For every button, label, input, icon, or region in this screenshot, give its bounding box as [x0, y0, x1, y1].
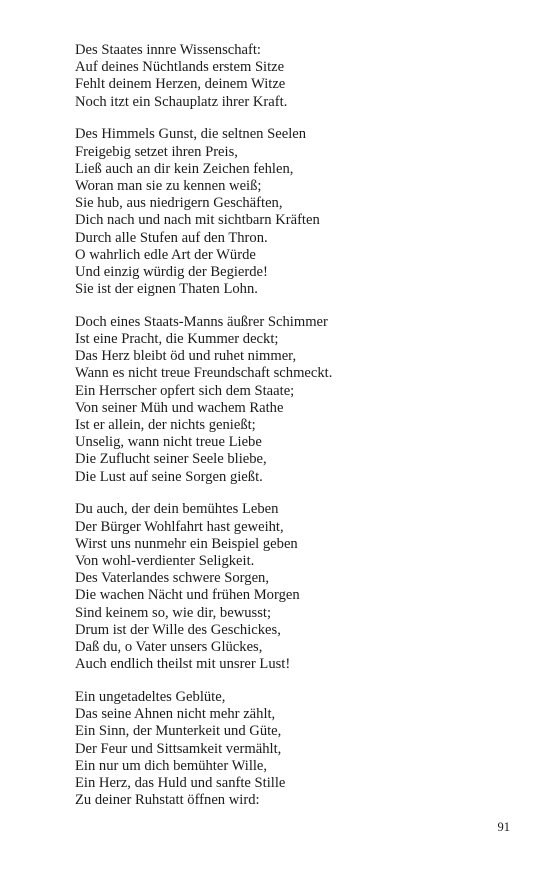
verse-line: Von seiner Müh und wachem Rathe [75, 399, 284, 416]
verse-line: Der Feur und Sittsamkeit vermählt, [75, 740, 282, 757]
verse-line: Der Bürger Wohlfahrt hast geweiht, [75, 518, 284, 535]
verse-line: Ließ auch an dir kein Zeichen fehlen, [75, 160, 294, 177]
stanza-3 [75, 314, 515, 486]
verse-line: Das seine Ahnen nicht mehr zählt, [75, 706, 276, 723]
verse-line: Wirst uns nunmehr ein Beispiel geben [75, 535, 298, 552]
verse-line: Wann es nicht treue Freundschaft schmeckt. [75, 365, 333, 382]
verse-line: Ein nur um dich bemühter Wille, [75, 757, 268, 774]
verse-line: Unselig, wann nicht treue Liebe [75, 434, 262, 451]
verse-line: Du auch, der dein bemühtes Leben [75, 501, 279, 518]
verse-line: Die wachen Nächt und frühen Morgen [75, 587, 300, 604]
verse-line: Ein Herz, das Huld und sanfte Stille [75, 774, 286, 791]
stanza-4 [75, 501, 515, 673]
verse-line: Ist er allein, der nichts genießt; [75, 417, 256, 434]
verse-line: Sie ist der eignen Thaten Lohn. [75, 281, 258, 298]
verse-line: Ist eine Pracht, die Kummer deckt; [75, 331, 279, 348]
verse-line: Drum ist der Wille des Geschickes, [75, 621, 281, 638]
verse-line: Sind keinem so, wie dir, bewusst; [75, 604, 272, 621]
verse-line: Woran man sie zu kennen weiß; [75, 177, 262, 194]
verse-line: Des Staates innre Wissenschaft: [75, 42, 261, 58]
verse-line: Zu deiner Ruhstatt öffnen wird: [75, 792, 260, 809]
verse-line: Die Lust auf seine Sorgen gießt. [75, 468, 263, 485]
stanza-5 [75, 689, 515, 809]
verse-line: Von wohl-verdienter Seligkeit. [75, 552, 255, 569]
page-number: 91 [497, 820, 510, 834]
verse-line: Ein Sinn, der Munterkeit und Güte, [75, 723, 282, 740]
verse-line: Sie hub, aus niedrigern Geschäften, [75, 195, 283, 212]
poem-text [75, 42, 515, 825]
verse-line: Des Vaterlandes schwere Sorgen, [75, 570, 269, 587]
verse-line: Auf deines Nüchtlands erstem Sitze [75, 59, 285, 76]
verse-line: Die Zuflucht seiner Seele bliebe, [75, 451, 267, 468]
verse-line: Doch eines Staats-Manns äußrer Schimmer [75, 313, 328, 330]
verse-line: Und einzig würdig der Begierde! [75, 263, 268, 280]
verse-line: Durch alle Stufen auf den Thron. [75, 229, 268, 246]
verse-line: Fehlt deinem Herzen, deinem Witze [75, 76, 286, 93]
verse-line: Ein ungetadeltes Geblüte, [75, 688, 226, 705]
verse-line: Das Herz bleibt öd und ruhet nimmer, [75, 348, 297, 365]
verse-line: Noch itzt ein Schauplatz ihrer Kraft. [75, 93, 288, 110]
stanza-1 [75, 42, 515, 111]
verse-line: Dich nach und nach mit sichtbarn Kräften [75, 212, 320, 229]
verse-line: Freigebig setzet ihren Preis, [75, 143, 238, 160]
verse-line: Auch endlich theilst mit unsrer Lust! [75, 656, 291, 673]
verse-line: Ein Herrscher opfert sich dem Staate; [75, 382, 295, 399]
stanza-2 [75, 126, 515, 298]
verse-line: Daß du, o Vater unsers Glückes, [75, 639, 263, 655]
verse-line: O wahrlich edle Art der Würde [75, 246, 256, 263]
verse-line: Des Himmels Gunst, die seltnen Seelen [75, 126, 307, 143]
